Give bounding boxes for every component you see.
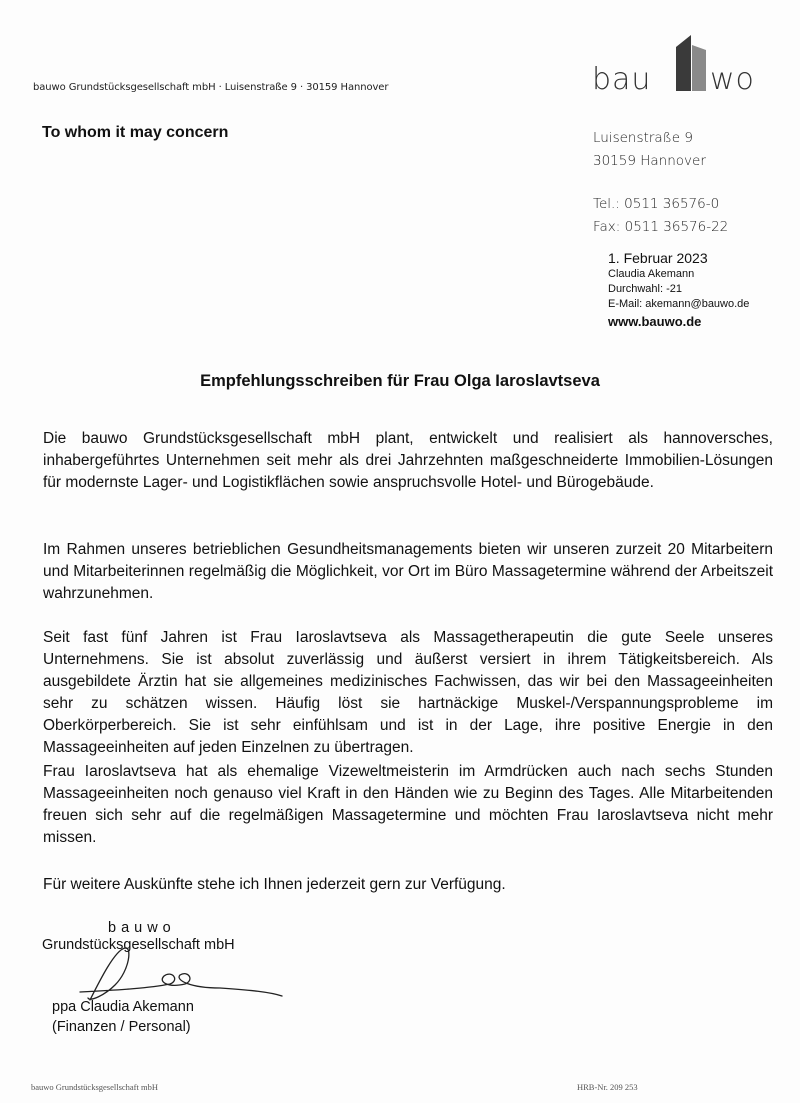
signature-company-type: Grundstücksgesellschaft mbH bbox=[42, 937, 235, 953]
footer-company: bauwo Grundstücksgesellschaft mbH bbox=[31, 1082, 159, 1092]
paragraph-recommendation bbox=[43, 627, 773, 759]
contact-extension: Durchwahl: -21 bbox=[608, 283, 682, 295]
paragraph-strength bbox=[43, 761, 773, 849]
signatory-name: ppa Claudia Akemann bbox=[52, 999, 194, 1015]
address-street: Luisenstraße 9 bbox=[593, 130, 693, 146]
paragraph-text: Frau Iaroslavtseva hat als ehemalige Vizeweltmeisterin im Armdrücken auch nach sechs Stunden Massageeinheiten noch genauso viel Kraft in den Händen wie zu Beginn des Tages. Alle Mitarbeitenden freuen sich sehr auf die regelmäßigen Massagetermine und möchten Frau Iaroslavtseva nicht mehr missen. bbox=[43, 763, 773, 846]
address-city: 30159 Hannover bbox=[593, 153, 706, 169]
contact-email: E-Mail: akemann@bauwo.de bbox=[608, 298, 750, 310]
paragraph-company-intro bbox=[43, 428, 773, 494]
paragraph-text: Seit fast fünf Jahren ist Frau Iaroslavtseva als Massagetherapeutin die gute Seele unseres Unternehmens. Sie ist absolut zuverlässig und äußerst versiert in ihrem Tätigkeitsbereich. Als ausgebildete Ärztin hat sie allgemeines medizinisches Fachwissen, das wir bei den Massageeinheiten sehr zu schätzen wissen. Häufig löst sie hartnäckige Muskel-/Verspannungsprobleme im Oberkörperbereich. Sie ist sehr einfühlsam und ist in der Lage, ihre positive Energie in den Massageeinheiten auf jeden Einzelnen zu übertragen. bbox=[43, 629, 773, 756]
website-link: www.bauwo.de bbox=[608, 314, 702, 329]
contact-name: Claudia Akemann bbox=[608, 268, 695, 280]
letter-subject: Empfehlungsschreiben für Frau Olga Iaroslavtseva bbox=[200, 372, 600, 390]
recipient-salutation: To whom it may concern bbox=[42, 124, 229, 141]
logo-text-wo: wo bbox=[710, 62, 755, 97]
signatory-department: (Finanzen / Personal) bbox=[52, 1019, 191, 1035]
building-icon bbox=[676, 35, 706, 91]
paragraph-text: Die bauwo Grundstücksgesellschaft mbH plant, entwickelt und realisiert als hannoversches, inhabergeführtes Unternehmen seit mehr als drei Jahrzehnten maßgeschneiderte Immobilien-Lösungen für modernste Lager- und Logistikflächen sowie anspruchsvolle Hotel- und Bürogebäude. bbox=[43, 430, 773, 491]
signature-company-name: bauwo bbox=[108, 920, 176, 936]
fax-number: Fax: 0511 36576-22 bbox=[593, 219, 729, 235]
logo-text-bau: bau bbox=[592, 62, 652, 97]
paragraph-text: Im Rahmen unseres betrieblichen Gesundheitsmanagements bieten wir unseren zurzeit 20 Mitarbeitern und Mitarbeiterinnen regelmäßig die Möglichkeit, vor Ort im Büro Massagetermine während der Arbeitszeit wahrzunehmen. bbox=[43, 541, 773, 602]
closing-sentence: Für weitere Auskünfte stehe ich Ihnen jederzeit gern zur Verfügung. bbox=[43, 876, 506, 893]
paragraph-health-management bbox=[43, 539, 773, 605]
company-logo bbox=[590, 35, 775, 95]
phone-number: Tel.: 0511 36576-0 bbox=[593, 196, 720, 212]
footer-registration: HRB-Nr. 209 253 bbox=[577, 1082, 638, 1092]
letter-date: 1. Februar 2023 bbox=[608, 250, 708, 266]
sender-address-line: bauwo Grundstücksgesellschaft mbH · Luisenstraße 9 · 30159 Hannover bbox=[33, 82, 389, 93]
